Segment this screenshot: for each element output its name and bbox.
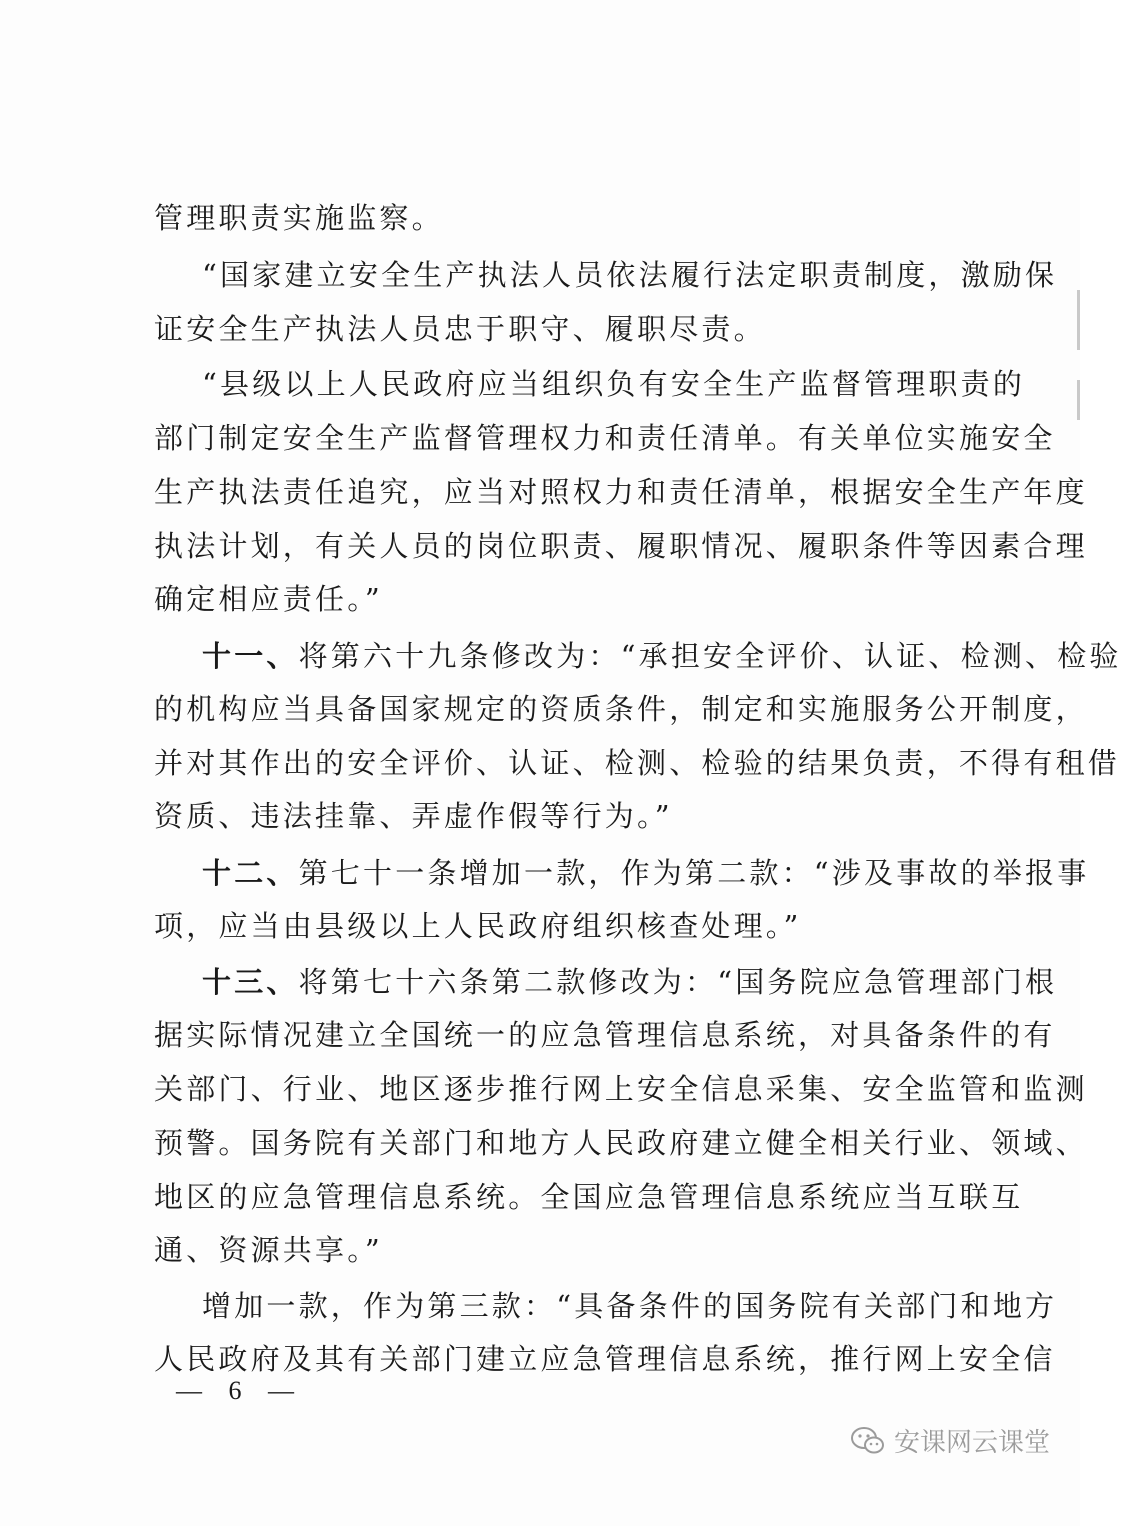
- text-line: 管理职责实施监察。: [154, 201, 444, 235]
- watermark: [850, 1422, 1050, 1459]
- text-line: 地区的应急管理信息系统。全国应急管理信息系统应当互联互: [154, 1180, 1024, 1214]
- paragraph-start: “国家建立安全生产执法人员依法履行法定职责制度，激励保: [202, 258, 1058, 292]
- text-line: 预警。国务院有关部门和地方人民政府建立健全相关行业、领域、: [154, 1126, 1088, 1160]
- text-line: 关部门、行业、地区逐步推行网上安全信息采集、安全监管和监测: [154, 1072, 1088, 1106]
- text-line: 资质、违法挂靠、弄虚作假等行为。”: [154, 799, 673, 833]
- paragraph-start: 增加一款，作为第三款：“具备条件的国务院有关部门和地方: [202, 1289, 1058, 1323]
- article-number: 十二、: [202, 856, 299, 890]
- paragraph-start: “县级以上人民政府应当组织负有安全生产监督管理职责的: [202, 367, 1026, 401]
- page-number: — 6 —: [176, 1376, 304, 1405]
- text-line: 的机构应当具备国家规定的资质条件，制定和实施服务公开制度，: [154, 692, 1088, 726]
- scan-edge-mark: [1077, 290, 1080, 350]
- text-line: 部门制定安全生产监督管理权力和责任清单。有关单位实施安全: [154, 421, 1056, 455]
- text-line: 确定相应责任。”: [154, 582, 383, 616]
- text-line: 生产执法责任追究，应当对照权力和责任清单，根据安全生产年度: [154, 475, 1088, 509]
- text-line: 项，应当由县级以上人民政府组织核查处理。”: [154, 909, 802, 943]
- text-line: 人民政府及其有关部门建立应急管理信息系统，推行网上安全信: [154, 1342, 1056, 1376]
- article-heading-13: 十三、将第七十六条第二款修改为：“国务院应急管理部门根: [202, 965, 1058, 999]
- article-number: 十三、: [202, 965, 299, 999]
- text-line: 并对其作出的安全评价、认证、检测、检验的结果负责，不得有租借: [154, 746, 1121, 780]
- text-line: 证安全生产执法人员忠于职守、履职尽责。: [154, 312, 766, 346]
- article-heading-12: 十二、第七十一条增加一款，作为第二款：“涉及事故的举报事: [202, 856, 1090, 890]
- watermark-text: 安课网云课堂: [893, 1428, 1050, 1458]
- article-number: 十一、: [202, 639, 299, 673]
- article-heading-11: 十一、将第六十九条修改为：“承担安全评价、认证、检测、检验: [202, 639, 1122, 673]
- scan-edge-mark: [1077, 380, 1080, 420]
- text-line: 据实际情况建立全国统一的应急管理信息系统，对具备条件的有: [154, 1018, 1056, 1052]
- wechat-icon: [850, 1426, 886, 1456]
- text-line: 通、资源共享。”: [154, 1233, 383, 1267]
- text-line: 执法计划，有关人员的岗位职责、履职情况、履职条件等因素合理: [154, 529, 1088, 563]
